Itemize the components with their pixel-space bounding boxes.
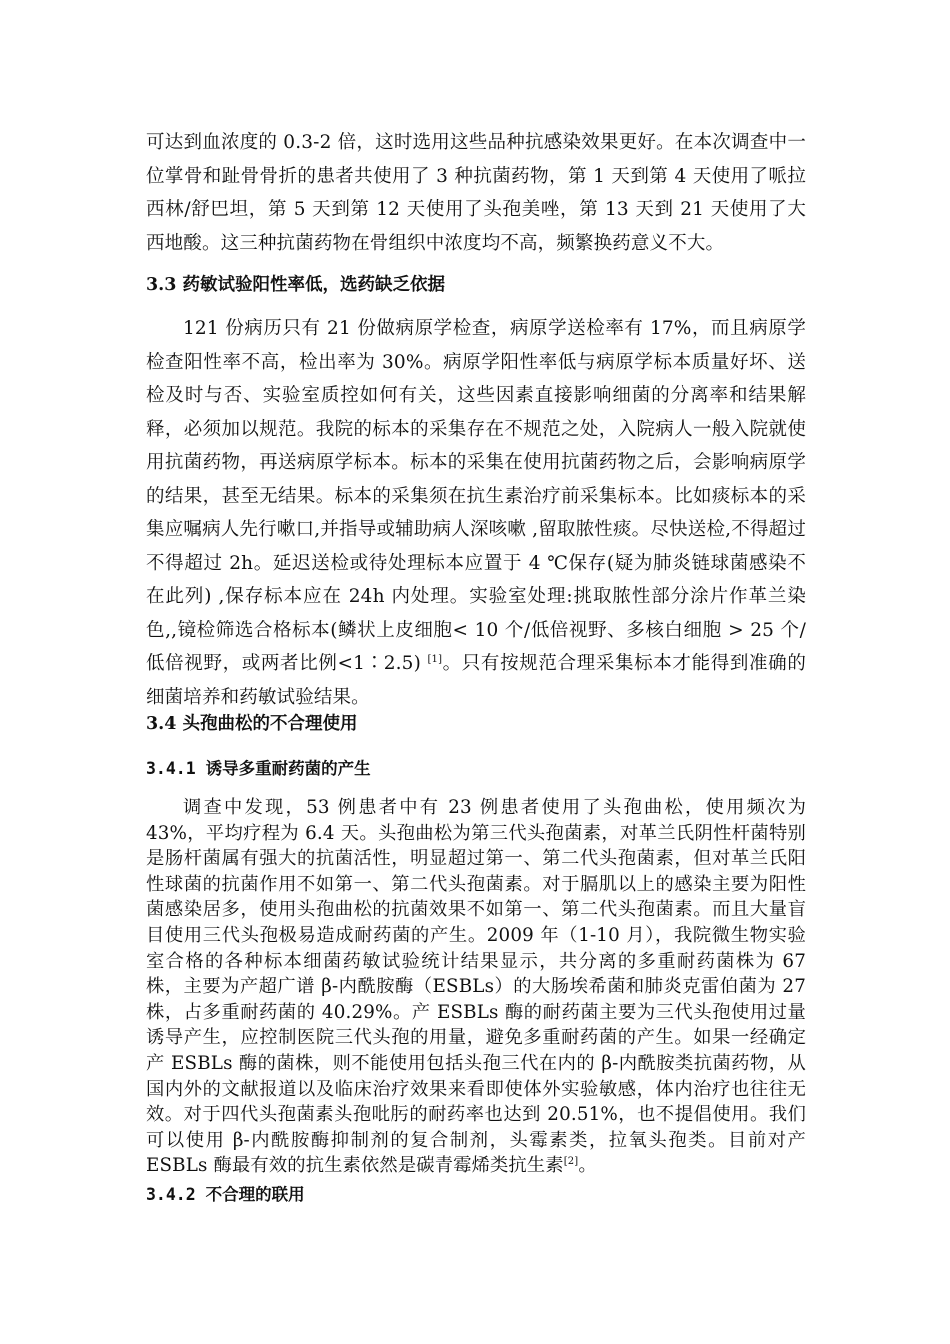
heading-3-4-1: 3.4.1 诱导多重耐药菌的产生	[146, 759, 371, 778]
paragraph-text: 可达到血浓度的 0.3-2 倍，这时选用这些品种抗感染效果更好。在本次调查中一位掌骨和趾骨骨折的患者共使用了 3 种抗菌药物，第 1 天到第 4 天使用了哌拉西林/舒巴坦，第 5 天到第 12 天使用了头孢美唑，第 13 天到 21 天使用了大西地酸。这三种抗菌药物在骨组织中浓度均不高，频繁换药意义不大。	[146, 132, 806, 254]
citation-ref: [2]	[563, 1156, 579, 1168]
paragraph-text-tail: 。只有按规范合理采集标本才能得到准确的细菌培养和药敏试验结果。	[146, 653, 806, 708]
paragraph-sensitivity-test	[146, 312, 806, 714]
paragraph-text: 121 份病历只有 21 份做病原学检查，病原学送检率有 17%，而且病原学检查阳性率不高，检出率为 30%。病原学阳性率低与病原学标本质量好坏、送检及时与否、实验室质控如何有关，这些因素直接影响细菌的分离率和结果解释，必须加以规范。我院的标本的采集存在不规范之处，入院病人一般入院就使用抗菌药物，再送病原学标本。标本的采集在使用抗菌药物之后，会影响病原学的结果，甚至无结果。标本的采集须在抗生素治疗前采集标本。比如痰标本的采集应嘱病人先行嗽口,并指导或辅助病人深咳嗽 ,留取脓性痰。尽快送检,不得超过不得超过 2h。延迟送检或待处理标本应置于 4 ℃保存(疑为肺炎链球菌感染不在此列) ,保存标本应在 24h 内处理。实验室处理:挑取脓性部分涂片作革兰染色,,镜检筛选合格标本(鳞状上皮细胞< 10 个/低倍视野、多核白细胞 > 25 个/低倍视野，或两者比例<1∶2.5)	[146, 318, 806, 674]
paragraph-text-tail: 。	[578, 1155, 597, 1177]
heading-3-4-2: 3.4.2 不合理的联用	[146, 1185, 305, 1204]
paragraph-text: 调查中发现，53 例患者中有 23 例患者使用了头孢曲松，使用频次为 43%，平均疗程为 6.4 天。头孢曲松为第三代头孢菌素，对革兰氏阴性杆菌特别是肠杆菌属有强大的抗菌活性，明显超过第一、第二代头孢菌素，但对革兰氏阳性球菌的抗菌作用不如第一、第二代头孢菌素。对于膈肌以上的感染主要为阳性菌感染居多，使用头孢曲松的抗菌效果不如第一、第二代头孢菌素。而且大量盲目使用三代头孢极易造成耐药菌的产生。2009 年（1-10 月），我院微生物实验室合格的各种标本细菌药敏试验统计结果显示，共分离的多重耐药菌株为 67 株，主要为产超广谱 β-内酰胺酶（ESBLs）的大肠埃希菌和肺炎克雷伯菌为 27 株，占多重耐药菌的 40.29%。产 ESBLs 酶的耐药菌主要为三代头孢使用过量诱导产生，应控制医院三代头孢的用量，避免多重耐药菌的产生。如果一经确定产 ESBLs 酶的菌株，则不能使用包括头孢三代在内的 β-内酰胺类抗菌药物，从国内外的文献报道以及临床治疗效果来看即使体外实验敏感，体内治疗也往往无效。对于四代头孢菌素头孢吡肟的耐药率也达到 20.51%，也不提倡使用。我们可以使用 β-内酰胺酶抑制剂的复合制剂，头霉素类，拉氧头孢类。目前对产 ESBLs 酶最有效的抗生素依然是碳青霉烯类抗生素	[146, 797, 806, 1177]
citation-ref: [1]	[427, 653, 443, 665]
paragraph-ceftriaxone	[146, 795, 806, 1179]
heading-3-3: 3.3 药敏试验阳性率低，选药缺乏依据	[146, 275, 446, 295]
paragraph-fracture-case	[146, 126, 806, 260]
heading-3-4: 3.4 头孢曲松的不合理使用	[146, 714, 358, 734]
